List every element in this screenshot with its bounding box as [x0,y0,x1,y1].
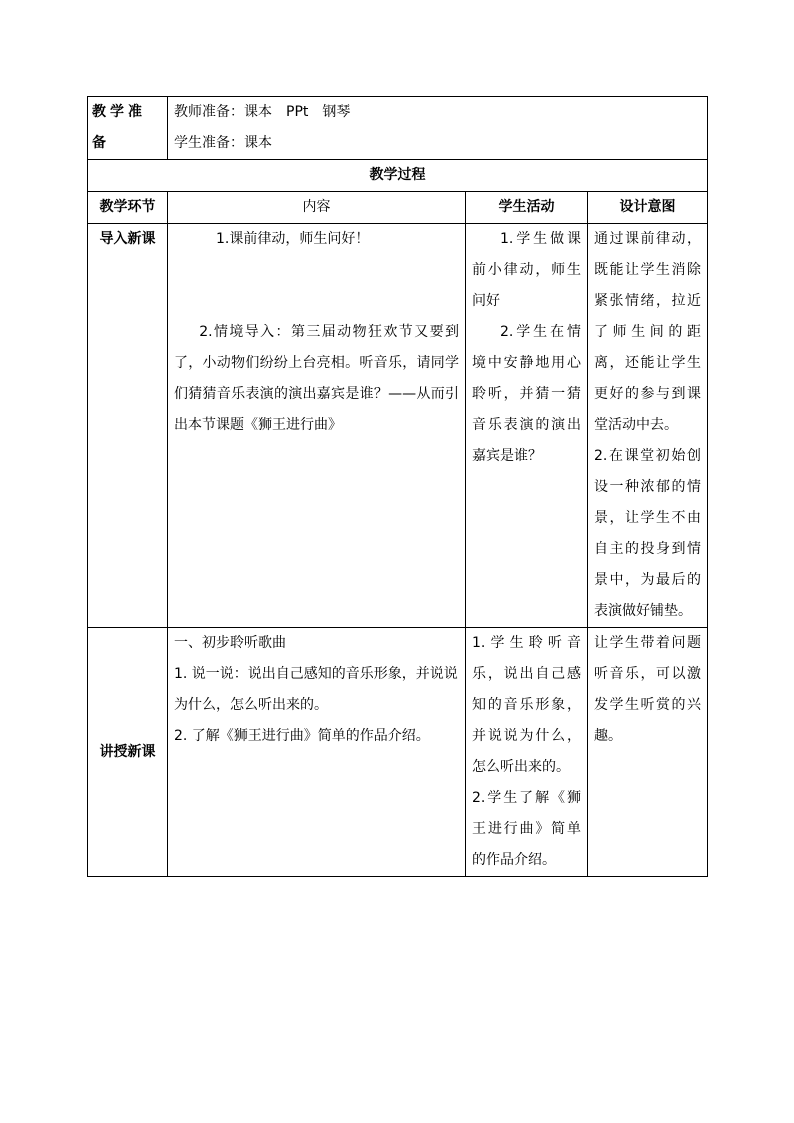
activity-line: 1.学生聆听音乐，说出自己感知的音乐形象，并说说为什么，怎么听出来的。 [472,635,581,775]
intent-cell [588,224,708,628]
teacher-prep: 教师准备：课本 PPt 钢琴 [174,104,351,120]
header-content: 内容 [168,192,466,224]
activity-line: 2.学生了解《狮王进行曲》简单的作品介绍。 [472,790,581,868]
prep-row [88,97,708,160]
activity-cell [466,628,588,877]
intent-line: 通过课前律动，既能让学生消除紧张情绪，拉近了师生间的距离，还能让学生更好的参与到课堂活动中去。 [594,231,701,433]
content-line: 2. 了解《狮王进行曲》简单的作品介绍。 [174,728,430,744]
header-stage: 教学环节 [88,192,168,224]
content-line: 2.情境导入：第三届动物狂欢节又要到了，小动物们纷纷上台亮相。听音乐，请同学们猜猜音乐表演的演出嘉宾是谁？——从而引出本节课题《狮王进行曲》 [174,324,459,433]
process-title-row [88,160,708,192]
intent-line: 让学生带着问题听音乐，可以激发学生听赏的兴趣。 [594,635,701,744]
intent-line: 2.在课堂初始创设一种浓郁的情景，让学生不由自主的投身到情景中，为最后的表演做好铺垫。 [594,448,701,619]
content-line: 1. 说一说：说出自己感知的音乐形象，并说说为什么，怎么听出来的。 [174,666,458,713]
spacer [174,255,459,317]
activity-cell [466,224,588,628]
header-activity: 学生活动 [466,192,588,224]
activity-line: 2.学生在情境中安静地用心聆听，并猜一猜音乐表演的演出嘉宾是谁？ [472,324,581,464]
content-cell [168,224,466,628]
content-line: 1.课前律动，师生问好！ [216,231,370,247]
intent-cell [588,628,708,877]
stage-cell: 讲授新课 [88,628,168,877]
content-cell [168,628,466,877]
table-row [88,224,708,628]
activity-line: 1.学生做课前小律动，师生问好 [472,231,581,309]
student-prep: 学生准备：课本 [174,135,272,151]
table-row [88,628,708,877]
header-intent: 设计意图 [588,192,708,224]
content-line: 一、初步聆听歌曲 [174,635,286,651]
column-header-row [88,192,708,224]
lesson-plan-table [87,96,708,877]
process-title: 教学过程 [88,160,708,192]
stage-cell: 导入新课 [88,224,168,628]
prep-content [168,97,708,160]
prep-label: 教学准备 [88,97,168,160]
